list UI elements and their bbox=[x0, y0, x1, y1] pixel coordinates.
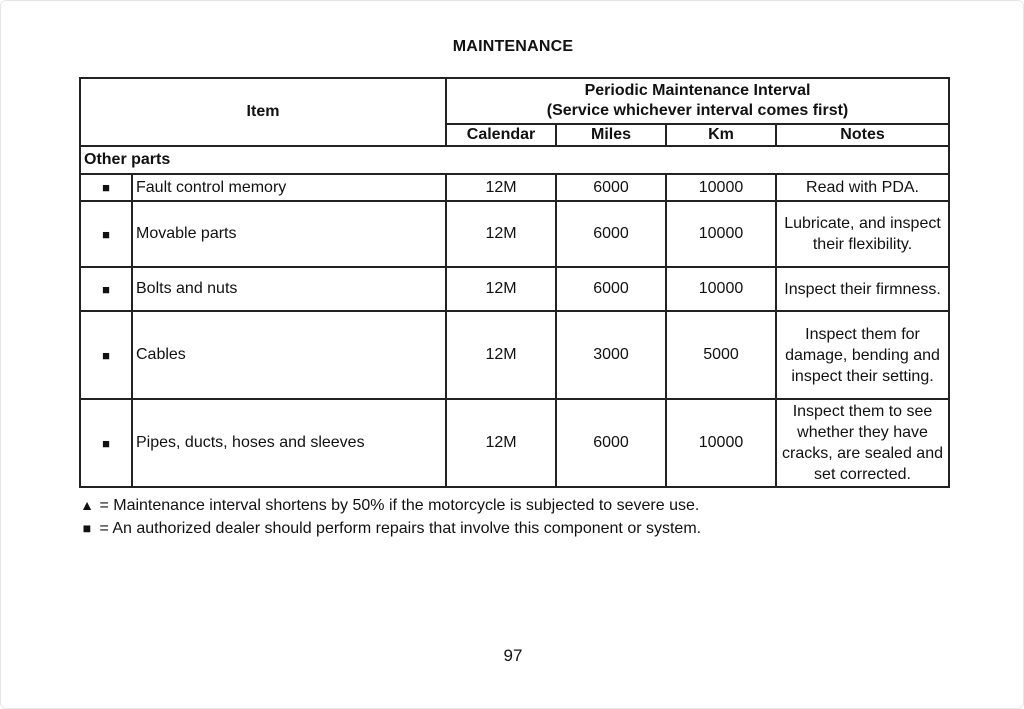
section-row bbox=[80, 146, 949, 174]
row-miles: 3000 bbox=[556, 311, 666, 399]
row-km: 10000 bbox=[666, 174, 776, 201]
legend-text: = Maintenance interval shortens by 50% if the motorcycle is subjected to severe use. bbox=[99, 497, 700, 514]
table-header-row bbox=[80, 78, 949, 124]
page-number: 97 bbox=[503, 646, 523, 665]
header-interval-line1: Periodic Maintenance Interval bbox=[584, 82, 811, 99]
row-calendar: 12M bbox=[446, 201, 556, 267]
row-notes: Inspect them for damage, bending and inspect their setting. bbox=[776, 311, 949, 399]
table-row bbox=[80, 174, 949, 201]
triangle-icon: ▲ bbox=[80, 497, 94, 513]
bullet-square-icon: ■ bbox=[80, 267, 132, 311]
legend-severe-use bbox=[79, 497, 699, 515]
header-item: Item bbox=[80, 78, 446, 146]
row-item: Movable parts bbox=[132, 201, 446, 267]
row-item: Bolts and nuts bbox=[132, 267, 446, 311]
row-item: Pipes, ducts, hoses and sleeves bbox=[132, 399, 446, 487]
table-row bbox=[80, 267, 949, 311]
bullet-square-icon: ■ bbox=[80, 311, 132, 399]
row-km: 10000 bbox=[666, 201, 776, 267]
row-item: Cables bbox=[132, 311, 446, 399]
bullet-square-icon: ■ bbox=[80, 399, 132, 487]
row-notes: Read with PDA. bbox=[776, 174, 949, 201]
row-km: 10000 bbox=[666, 399, 776, 487]
table-row bbox=[80, 201, 949, 267]
table-row bbox=[80, 311, 949, 399]
row-notes: Inspect them to see whether they have cracks, are sealed and set corrected. bbox=[776, 399, 949, 487]
row-km: 5000 bbox=[666, 311, 776, 399]
row-miles: 6000 bbox=[556, 267, 666, 311]
bullet-square-icon: ■ bbox=[80, 201, 132, 267]
header-interval-line2: (Service whichever interval comes first) bbox=[546, 102, 849, 119]
section-label: Other parts bbox=[80, 146, 949, 174]
row-calendar: 12M bbox=[446, 399, 556, 487]
bullet-square-icon: ■ bbox=[80, 174, 132, 201]
row-calendar: 12M bbox=[446, 311, 556, 399]
row-item: Fault control memory bbox=[132, 174, 446, 201]
legend-dealer bbox=[79, 520, 701, 538]
table-row bbox=[80, 399, 949, 487]
page-title: MAINTENANCE bbox=[452, 38, 574, 55]
row-notes: Inspect their firmness. bbox=[776, 267, 949, 311]
row-notes: Lubricate, and inspect their flexibility. bbox=[776, 201, 949, 267]
header-miles: Miles bbox=[556, 124, 666, 146]
row-calendar: 12M bbox=[446, 174, 556, 201]
maintenance-table bbox=[79, 77, 950, 488]
row-miles: 6000 bbox=[556, 399, 666, 487]
row-miles: 6000 bbox=[556, 174, 666, 201]
legend-text: = An authorized dealer should perform repairs that involve this component or system. bbox=[99, 520, 702, 537]
row-miles: 6000 bbox=[556, 201, 666, 267]
square-icon: ■ bbox=[82, 520, 92, 536]
row-km: 10000 bbox=[666, 267, 776, 311]
header-km: Km bbox=[666, 124, 776, 146]
header-interval bbox=[446, 78, 949, 124]
header-calendar: Calendar bbox=[446, 124, 556, 146]
row-calendar: 12M bbox=[446, 267, 556, 311]
header-notes: Notes bbox=[776, 124, 949, 146]
